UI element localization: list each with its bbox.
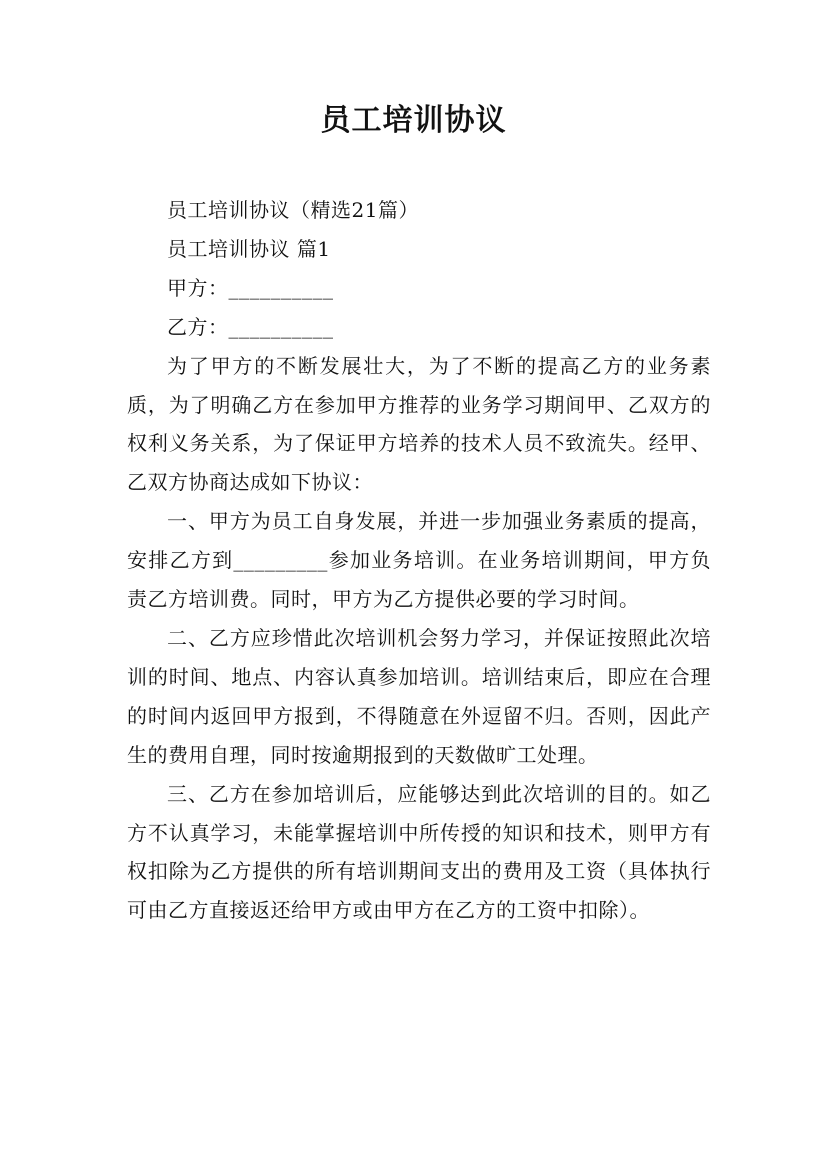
party-b-line: 乙方：__________ (167, 314, 334, 339)
clause-2-paragraph: 二、乙方应珍惜此次培训机会努力学习，并保证按照此次培训的时间、地点、内容认真参加培训。培训结束后，即应在合理的时间内返回甲方报到，不得随意在外逗留不归。否则，因此产生的费用自理，同时按逾期报到的天数做旷工处理。 (127, 625, 711, 767)
preamble-paragraph: 为了甲方的不断发展壮大，为了不断的提高乙方的业务素质，为了明确乙方在参加甲方推荐的业务学习期间甲、乙双方的权利义务关系，为了保证甲方培养的技术人员不致流失。经甲、乙双方协商达成如下协议： (127, 353, 711, 495)
section-heading: 员工培训协议 篇1 (167, 236, 331, 261)
document-body (127, 191, 711, 930)
document-title: 员工培训协议 (320, 103, 507, 138)
clause-1-paragraph: 一、甲方为员工自身发展，并进一步加强业务素质的提高，安排乙方到_________参加业务培训。在业务培训期间，甲方负责乙方培训费。同时，甲方为乙方提供必要的学习时间。 (127, 509, 711, 612)
subtitle-line: 员工培训协议（精选21篇） (167, 198, 419, 222)
party-a-line: 甲方：__________ (167, 275, 334, 300)
clause-3-paragraph: 三、乙方在参加培训后，应能够达到此次培训的目的。如乙方不认真学习，未能掌握培训中所传授的知识和技术，则甲方有权扣除为乙方提供的所有培训期间支出的费用及工资（具体执行可由乙方直接返还给甲方或由甲方在乙方的工资中扣除）。 (127, 781, 711, 923)
